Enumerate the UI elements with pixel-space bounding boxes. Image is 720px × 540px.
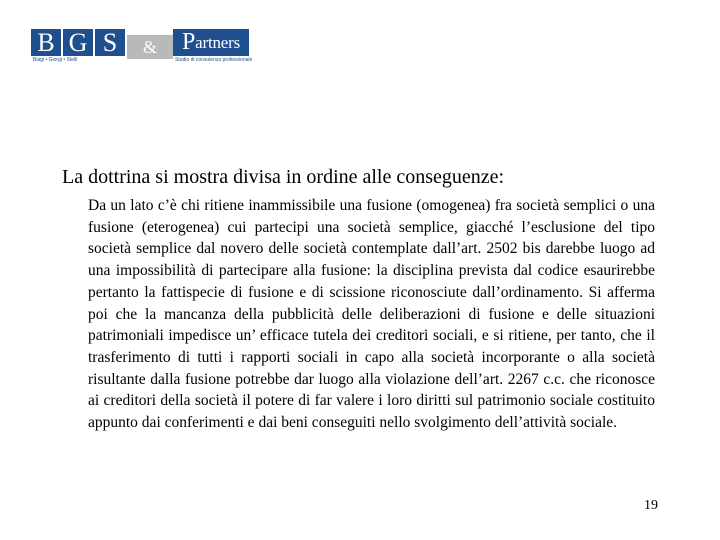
logo-tagline-left: Biagi • Giorgi • Stelli	[33, 57, 78, 63]
page-number: 19	[644, 498, 658, 513]
logo-letter-b: B	[31, 29, 61, 56]
company-logo	[31, 27, 253, 65]
logo-letter-g: G	[63, 29, 93, 56]
logo-partners-initial: P	[181, 29, 196, 55]
logo-letter-s: S	[95, 29, 125, 56]
slide-body-text: Da un lato c’è chi ritiene inammissibile una fusione (omogenea) fra società semplici o una fusione (eterogenea) cui partecipi una società semplice, giacché l’esclusione del tipo società semplice dal novero delle società contemplate dall’art. 2502 bis darebbe luogo ad una impossibilità di partecipare alla fusione: la disciplina prevista dal codice esaurirebbe pertanto la fattispecie di fusione e di scissione riconosciute dall’ordinamento. Si afferma poi che la mancanza della pubblicità delle deliberazioni di fusione e delle situazioni patrimoniali impedisce un’ efficace tutela dei creditori sociali, e si ritiene, per tanto, che il trasferimento di tutti i rapporti sociali in capo alla società incorporante o alla società risultante dalla fusione potrebbe dar luogo alla violazione dell’art. 2267 c.c. che riconosce ai creditori della società il potere di far valere i loro diritti sul patrimonio sociale costituito appunto dai conferimenti e dai beni conseguiti nello svolgimento dell’attività sociale.	[88, 197, 655, 432]
slide-heading: La dottrina si mostra divisa in ordine alle conseguenze:	[62, 166, 505, 188]
logo-partners	[173, 29, 249, 56]
logo-partners-rest: artners	[195, 32, 240, 52]
logo-ampersand: &	[127, 35, 173, 59]
logo-tagline-right: Studio di consulenza professionale	[175, 57, 253, 63]
